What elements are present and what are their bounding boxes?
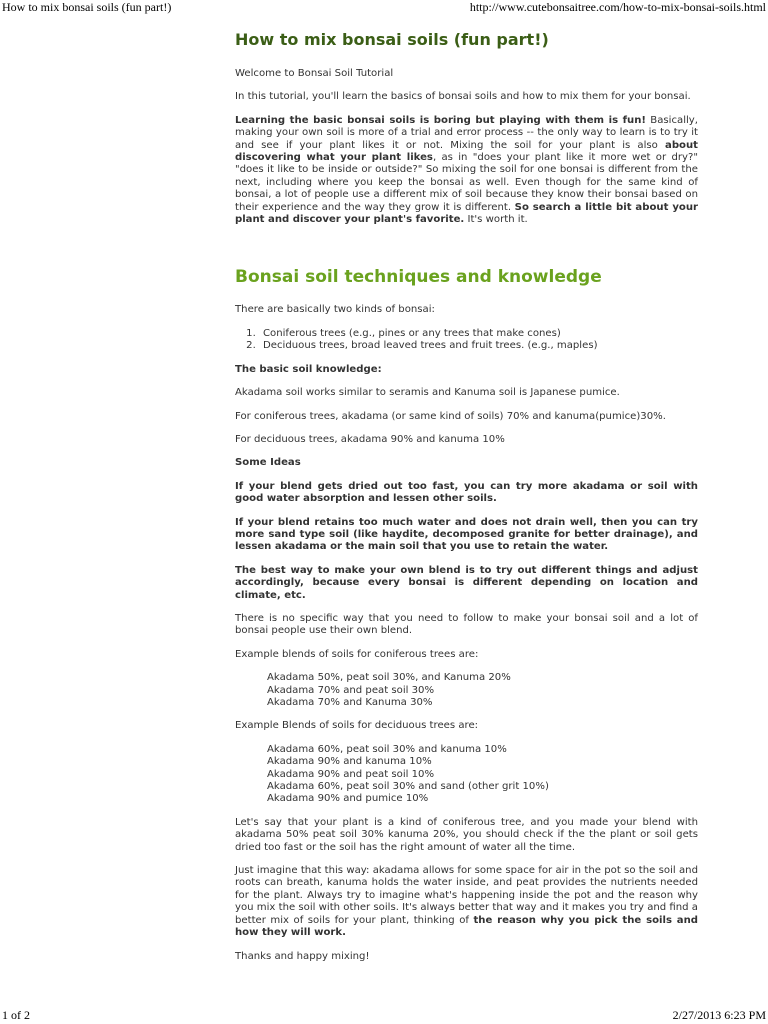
- intro-text: In this tutorial, you'll learn the basics of bonsai soils and how to mix them for your bonsai.: [235, 91, 691, 103]
- list-item: Akadama 60%, peat soil 30% and sand (other grit 10%): [267, 781, 549, 793]
- basic-knowledge-2: For coniferous trees, akadama (or same kind of soils) 70% and kanuma(pumice)30%.: [235, 410, 666, 422]
- kinds-intro: There are basically two kinds of bonsai:: [235, 304, 435, 316]
- imagine-text: Just imagine that this way: akadama allows for some space for air in the pot so the soil and roots can breath, kanuma holds the water inside, and peat provides the nutrients needed for the plant. Always try to imagine what's happening inside the pot and the reason why you mix the soil with other soils. It's always better that way and it makes you try and find a better mix of soils for your plant, thinking of: [235, 865, 698, 926]
- list-item: 2. Deciduous trees, broad leaved trees and fruit trees. (e.g., maples): [259, 340, 698, 352]
- no-specific-text: There is no specific way that you need to follow to make your bonsai soil and a lot of bonsai people use their own blend.: [235, 612, 698, 637]
- list-item: Akadama 70% and peat soil 30%: [267, 684, 435, 696]
- list-item: Akadama 70% and Kanuma 30%: [267, 697, 433, 708]
- basic-knowledge-3: For deciduous trees, akadama 90% and kanuma 10%: [235, 433, 505, 445]
- intro-text-1: Basically, making your own soil is more of a trial and error process -- the only way to learn is to try it and see if your plant likes it or not. Mixing the soil for your plant is also: [235, 114, 698, 151]
- deciduous-blends-title: Example Blends of soils for deciduous trees are:: [235, 720, 479, 732]
- basic-knowledge-1: Akadama soil works similar to seramis and Kanuma soil is Japanese pumice.: [235, 387, 620, 399]
- ideas-title: Some Ideas: [235, 457, 301, 469]
- imagine-paragraph: [235, 865, 698, 939]
- print-footer: [0, 1008, 768, 1024]
- section-title: Bonsai soil techniques and knowledge: [235, 267, 602, 288]
- coniferous-blends-list: [267, 672, 698, 709]
- imagine-bold: the reason why you pick the soils and how they will work.: [235, 914, 698, 939]
- list-item: Akadama 50%, peat soil 30%, and Kanuma 20%: [267, 672, 511, 684]
- list-item: Akadama 90% and pumice 10%: [267, 793, 429, 805]
- intro-bold-2: about discovering what your plant likes: [235, 139, 698, 164]
- page-number: 1 of 2: [2, 1008, 30, 1022]
- list-item: 1. Coniferous trees (e.g., pines or any trees that make cones): [259, 328, 698, 340]
- print-header-url: http://www.cutebonsaitree.com/how-to-mix-bonsai-soils.html: [469, 0, 766, 14]
- welcome-text: Welcome to Bonsai Soil Tutorial: [235, 68, 394, 79]
- page-title: How to mix bonsai soils (fun part!): [235, 30, 549, 49]
- idea-1: [235, 481, 698, 506]
- intro-text-2: , as in "does your plant like it more wet or dry?" "does it like to be inside or outside?" So mixing the soil for one bonsai is different from the next, including where you keep the bonsai as well. Even though for the same kind of bonsai, a lot of people use a different mix of soil because they know their bonsai based on their experience and the way they grow it is different.: [235, 152, 698, 213]
- idea-2-text: If your blend retains too much water and does not drain well, then you can try more sand type soil (like haydite, decomposed granite for better drainage), and lessen akadama or the main soil that you use to retain the water.: [235, 516, 698, 553]
- intro-text-3: It's worth it.: [464, 214, 528, 226]
- intro-bold-1: Learning the basic bonsai soils is boring but playing with them is fun!: [235, 114, 647, 126]
- intro-paragraph: [235, 115, 698, 227]
- print-header: [0, 0, 768, 16]
- deciduous-blends-list: [267, 744, 698, 806]
- basic-knowledge-title: The basic soil knowledge:: [235, 363, 382, 375]
- list-item: Akadama 60%, peat soil 30% and kanuma 10%: [267, 743, 507, 755]
- coniferous-blends-title: Example blends of soils for coniferous trees are:: [235, 648, 479, 660]
- closing-text: Thanks and happy mixing!: [235, 950, 370, 962]
- article-content: [235, 30, 698, 974]
- print-header-title: How to mix bonsai soils (fun part!): [2, 0, 172, 14]
- list-item: Akadama 90% and kanuma 10%: [267, 756, 432, 768]
- intro-bold-3: So search a little bit about your plant and discover your plant's favorite.: [235, 201, 698, 226]
- idea-1-text: If your blend gets dried out too fast, you can try more akadama or soil with good water absorption and lessen other soils.: [235, 480, 698, 505]
- idea-3: [235, 565, 698, 602]
- list-item: Akadama 90% and peat soil 10%: [267, 768, 435, 780]
- example-paragraph: Let's say that your plant is a kind of coniferous tree, and you made your blend with akadama 50% peat soil 30% kanuma 20%, you should check if the the plant or soil gets dried too fast or the soil has the right amount of water all the time.: [235, 816, 698, 853]
- print-datetime: 2/27/2013 6:23 PM: [672, 1008, 766, 1022]
- idea-3-text: The best way to make your own blend is to try out different things and adjust accordingly, because every bonsai is different depending on location and climate, etc.: [235, 564, 698, 601]
- bonsai-kinds-list: [235, 328, 698, 353]
- idea-2: [235, 517, 698, 554]
